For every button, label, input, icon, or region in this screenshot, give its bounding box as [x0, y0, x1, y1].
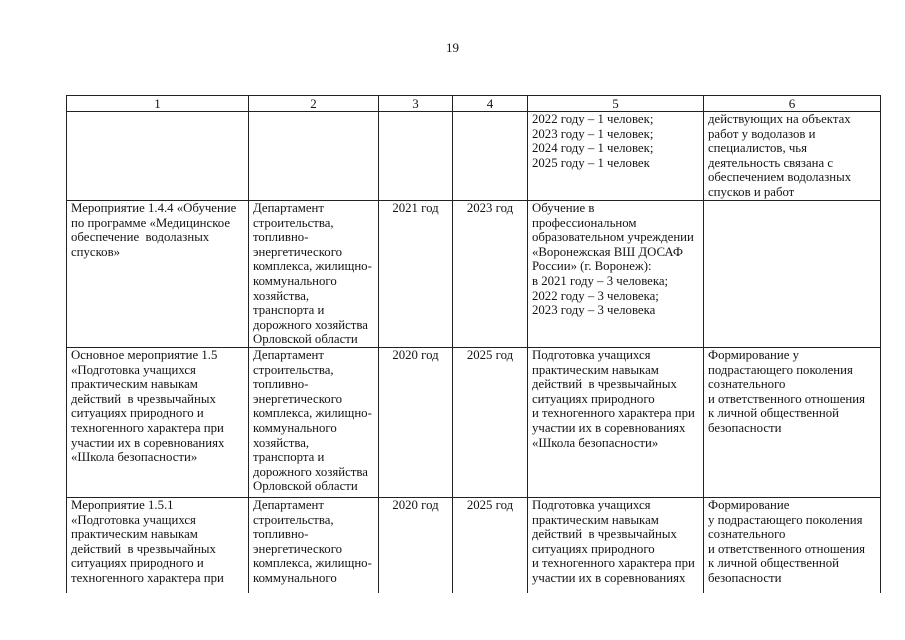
- table-row: [67, 348, 881, 498]
- table-cell: [528, 498, 704, 593]
- table-cell: [704, 112, 881, 201]
- table-cell: [453, 112, 528, 201]
- start-year: 2020 год: [392, 348, 439, 362]
- table-cell: [704, 498, 881, 593]
- measure-name: Основное мероприятие 1.5 «Подготовка учащихся практическим навыкам действий в чрезвычайных ситуациях природного и техногенного характера при участии их в соревнованиях «Школа безопасности»: [71, 348, 225, 465]
- table-cell: [379, 201, 453, 348]
- column-number-5: 5: [528, 96, 704, 112]
- table-cell: [528, 348, 704, 498]
- start-year: 2021 год: [392, 201, 439, 215]
- measures-table: [66, 95, 881, 593]
- table-cell: [453, 201, 528, 348]
- effect-description: действующих на объектах работ у водолазов и специалистов, чья деятельность связана с обеспечением водолазных спусков и работ: [708, 112, 852, 199]
- effect-description: Формирование у подрастающего поколения сознательного и ответственного отношения к личной общественной безопасности: [708, 498, 865, 585]
- column-number-3: 3: [379, 96, 453, 112]
- table-cell: [67, 112, 249, 201]
- expected-result: 2022 году – 1 человек; 2023 году – 1 человек; 2024 году – 1 человек; 2025 году – 1 человек: [532, 112, 654, 170]
- column-number-2: 2: [249, 96, 379, 112]
- end-year: 2025 год: [466, 498, 514, 512]
- end-year: 2025 год: [466, 348, 514, 362]
- table-cell: [453, 348, 528, 498]
- table-row: [67, 201, 881, 348]
- end-year: 2023 год: [466, 201, 514, 215]
- table-cell: [528, 112, 704, 201]
- executor: Департамент строительства, топливно- энергетического комплекса, жилищно- коммунального хозяйства, транспорта и дорожного хозяйства Орловской области: [253, 201, 372, 347]
- column-number-1: 1: [67, 96, 249, 112]
- measure-name: Мероприятие 1.5.1 «Подготовка учащихся практическим навыкам действий в чрезвычайных ситуациях природного и техногенного характера при: [71, 498, 224, 585]
- start-year: 2020 год: [392, 498, 439, 512]
- table-header-row: [67, 96, 881, 112]
- table-cell: [704, 348, 881, 498]
- table-cell: [249, 498, 379, 593]
- table-cell: [528, 201, 704, 348]
- table-cell: [704, 201, 881, 348]
- table-cell: [379, 348, 453, 498]
- expected-result: Подготовка учащихся практическим навыкам действий в чрезвычайных ситуациях природного и техногенного характера при участии их в соревнованиях: [532, 498, 695, 585]
- table-row: [67, 112, 881, 201]
- table-cell: [249, 201, 379, 348]
- table-cell: [67, 201, 249, 348]
- executor: Департамент строительства, топливно- энергетического комплекса, жилищно- коммунального хозяйства, транспорта и дорожного хозяйства Орловской области: [253, 348, 372, 494]
- table-cell: [379, 112, 453, 201]
- page-number: 19: [446, 40, 459, 55]
- table-cell: [67, 348, 249, 498]
- table-cell: [249, 348, 379, 498]
- table-cell: [249, 112, 379, 201]
- column-number-6: 6: [704, 96, 881, 112]
- column-number-4: 4: [453, 96, 528, 112]
- expected-result: Подготовка учащихся практическим навыкам действий в чрезвычайных ситуациях природного и техногенного характера при участии их в соревнованиях «Школа безопасности»: [532, 348, 695, 450]
- executor: Департамент строительства, топливно- энергетического комплекса, жилищно- коммунального: [253, 498, 372, 585]
- table-cell: [379, 498, 453, 593]
- measure-name: Мероприятие 1.4.4 «Обучение по программе «Медицинское обеспечение водолазных спусков»: [71, 201, 237, 259]
- effect-description: Формирование у подрастающего поколения сознательного и ответственного отношения к личной общественной безопасности: [708, 348, 865, 435]
- table-row: [67, 498, 881, 593]
- expected-result: Обучение в профессиональном образовательном учреждении «Воронежская ВШ ДОСАФ России» (г. Воронеж): в 2021 году – 3 человека; 2022 году – 3 человека; 2023 году – 3 человека: [532, 201, 694, 318]
- table-cell: [453, 498, 528, 593]
- table-cell: [67, 498, 249, 593]
